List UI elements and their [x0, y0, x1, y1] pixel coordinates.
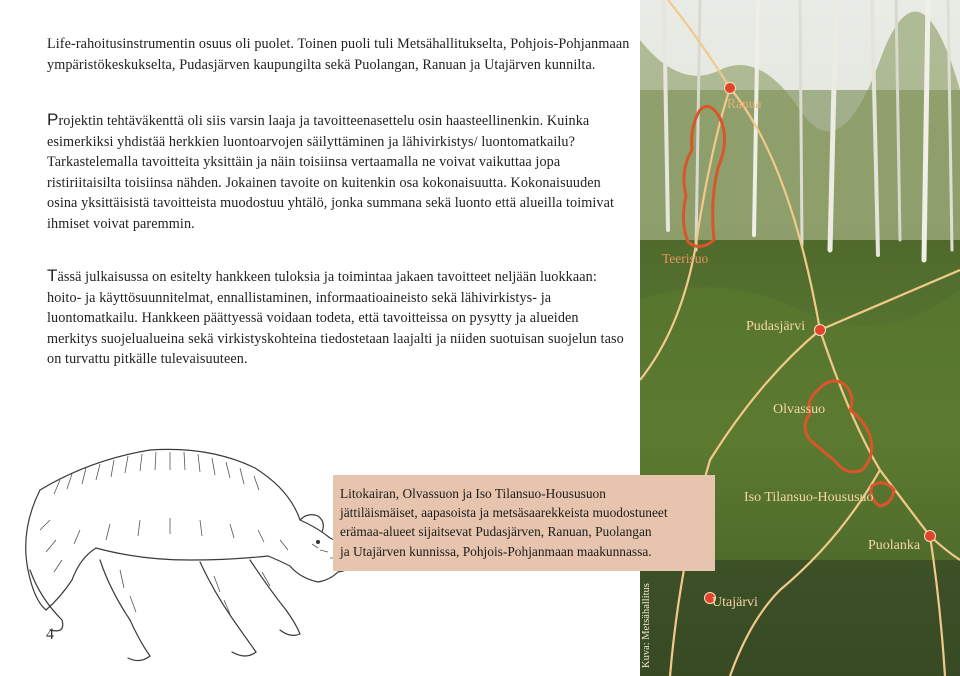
- map-label-utajarvi: Utajärvi: [712, 595, 758, 610]
- map-label-ranua: Ranua: [727, 96, 762, 111]
- map-photo-graphic: [640, 0, 960, 676]
- paragraph-2: [47, 110, 632, 234]
- paragraph-1: [47, 34, 632, 75]
- paragraph-2-initial: P: [47, 110, 59, 129]
- map-label-pudasjarvi: Pudasjärvi: [746, 319, 806, 334]
- caption-line-3: erämaa-alueet sijaitsevat Pudasjärven, Ranuan, Puolangan: [340, 524, 652, 540]
- paragraph-2-text: rojektin tehtäväkenttä oli siis varsin laaja ja tavoitteenasettelu osin haasteellinenkin. Kuinka esimerkiksi yhdistää herkkien luontoarvojen säilyttäminen ja lähivirkistys/ luontomatkailu?Tarkastelemalla tavoitteita yksittäin ja näin toisiinsa vertaamalla ne voivat vaikuttaa jopa ristiriitaisilta toisiinsa nähden. Jokainen tavoite on kuitenkin osa kokonaisuutta. Kokonaisuuden osina yksittäisistä tavoitteista muodostuu yhtälö, jonka summana sekä luonto että alueilla toimivat ihmiset voivat paremmin.: [47, 113, 615, 232]
- photo-credit: Kuva: Metsähallitus: [641, 583, 652, 668]
- paragraph-3: [47, 266, 632, 370]
- page-number: 4: [46, 626, 54, 643]
- map-label-puolanka: Puolanka: [868, 538, 921, 553]
- paragraph-3-initial: T: [47, 266, 58, 285]
- paragraph-1-text: Life-rahoitusinstrumentin osuus oli puolet. Toinen puoli tuli Metsähallitukselta, Pohjois-Pohjanmaan ympäristökeskukselta, Pudasjärven kaupungilta sekä Puolangan, Ranuan ja Utajärven kunnilta.: [47, 36, 630, 73]
- paragraph-3-text: ässä julkaisussa on esitelty hankkeen tuloksia ja toimintaa jakaen tavoitteet neljään luokkaan: hoito- ja käyttösuunnitelmat, ennallistaminen, informaatioaineisto sekä lähivirkistys- ja luontomatkailu. Hankkeen päättyessä voidaan todeta, että tavoitteissa on pysytty ja alueiden merkitys suojelualueina sekä virkistyskohteina tiedostetaan laajalti ja niiden suotuisan suojelun taso on turvattu pitkälle tulevaisuuteen.: [47, 269, 624, 367]
- map-label-teerisuo: Teerisuo: [662, 251, 709, 266]
- bog-photo-map: [640, 0, 960, 676]
- caption-text: [340, 484, 720, 561]
- map-label-iso-tilansuo: Iso Tilansuo-Housusuo: [744, 490, 874, 505]
- caption-line-1: Litokairan, Olvassuon ja Iso Tilansuo-Housusuon: [340, 486, 606, 501]
- caption-line-2: jättiläismäiset, aapasoista ja metsäsaarekkeista muodostuneet: [340, 505, 668, 521]
- caption-line-4: ja Utajärven kunnissa, Pohjois-Pohjanmaan maakunnassa.: [340, 543, 652, 559]
- map-label-olvassuo: Olvassuo: [773, 402, 826, 417]
